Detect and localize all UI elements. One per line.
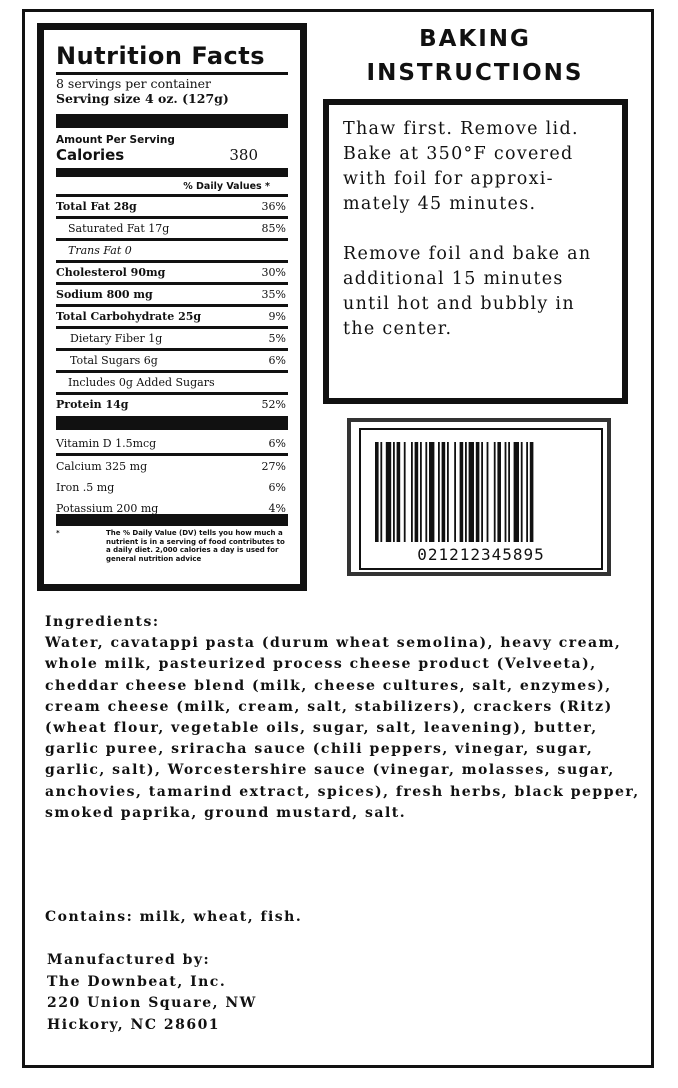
barcode-bar bbox=[438, 442, 440, 542]
manufacturer-address-1: 220 Union Square, NW bbox=[47, 995, 257, 1011]
nutrient-row: Protein 14g 52% bbox=[56, 398, 286, 411]
footnote-star: * bbox=[56, 529, 60, 537]
ingredients-block bbox=[45, 612, 645, 824]
barcode-bar bbox=[497, 442, 501, 542]
barcode-bar bbox=[415, 442, 419, 542]
serving-size: Serving size 4 oz. (127g) bbox=[56, 91, 229, 106]
divider-thick bbox=[56, 416, 288, 430]
nutrient-row: Total Sugars 6g 6% bbox=[56, 351, 288, 373]
barcode-bar bbox=[442, 442, 446, 542]
footnote-text: The % Daily Value (DV) tells you how much a nutrient is in a serving of food contributes to a daily diet. 2,000 calories a day is used for general nutrition advice bbox=[106, 529, 285, 563]
baking-title-line1: BAKING bbox=[419, 26, 531, 52]
barcode-number: 021212345895 bbox=[417, 545, 545, 564]
ingredients-heading: Ingredients: bbox=[45, 614, 160, 630]
nutrient-row: Saturated Fat 17g 85% bbox=[56, 219, 288, 241]
nutrient-row: Includes 0g Added Sugars bbox=[56, 373, 288, 395]
barcode-bar bbox=[526, 442, 528, 542]
nutrient-row: Cholesterol 90mg 30% bbox=[56, 263, 288, 285]
barcode-bar bbox=[411, 442, 413, 542]
baking-instructions-box bbox=[323, 99, 628, 404]
barcode-bar bbox=[505, 442, 507, 542]
nutrient-row: Potassium 200 mg 4% bbox=[56, 502, 286, 515]
barcode-bar bbox=[425, 442, 427, 542]
barcode-label bbox=[359, 428, 603, 570]
barcode-bar bbox=[420, 442, 422, 542]
nutrient-row: Trans Fat 0 bbox=[56, 241, 288, 263]
nutrient-row: Vitamin D 1.5mcg 6% bbox=[56, 434, 288, 456]
nutrient-row: Dietary Fiber 1g 5% bbox=[56, 329, 288, 351]
barcode-bar bbox=[521, 442, 523, 542]
barcode-bar bbox=[530, 442, 534, 542]
nutrition-title: Nutrition Facts bbox=[56, 42, 288, 75]
calories-row bbox=[56, 146, 288, 164]
barcode-bar bbox=[494, 442, 496, 542]
barcode-bar bbox=[476, 442, 480, 542]
baking-step-2: Remove foil and bake an additional 15 minutes until hot and bubbly in the center. bbox=[343, 244, 592, 339]
manufacturer-block bbox=[47, 950, 257, 1036]
barcode-bar bbox=[404, 442, 406, 542]
daily-value-header: % Daily Values * bbox=[56, 180, 288, 197]
nutrition-facts-panel bbox=[37, 23, 307, 591]
barcode-bar bbox=[397, 442, 401, 542]
ingredients-text: Water, cavatappi pasta (durum wheat semolina), heavy cream, whole milk, pasteurized process cheese product (Velveeta), cheddar cheese blend (milk, cheese cultures, salt, enzymes), cream cheese (milk, cream, salt, stabilizers), crackers (Ritz) (wheat flour, vegetable oils, sugar, salt, leavening), butter, garlic puree, sriracha sauce (chili peppers, vinegar, sugar, garlic, salt), Worcestershire sauce (vinegar, molasses, sugar, anchovies, tamarind extract, spices), fresh herbs, black pepper, smoked paprika, ground mustard, salt. bbox=[45, 635, 640, 821]
barcode-bar bbox=[454, 442, 456, 542]
manufacturer-address-2: Hickory, NC 28601 bbox=[47, 1016, 221, 1033]
barcode-bar bbox=[429, 442, 434, 542]
nutrient-row: Total Fat 28g 36% bbox=[56, 197, 288, 219]
nutrient-row: Calcium 325 mg 27% bbox=[56, 460, 286, 473]
barcode-bar bbox=[481, 442, 483, 542]
barcode-bar bbox=[393, 442, 395, 542]
manufacturer-label: Manufactured by: bbox=[47, 952, 211, 968]
barcode-bar bbox=[465, 442, 467, 542]
barcode-bars bbox=[375, 442, 587, 542]
divider-thick bbox=[56, 114, 288, 128]
barcode-frame bbox=[347, 418, 611, 576]
barcode-bar bbox=[447, 442, 449, 542]
nutrient-row: Sodium 800 mg 35% bbox=[56, 285, 288, 307]
barcode-bar bbox=[375, 442, 379, 542]
baking-title-line2: INSTRUCTIONS bbox=[366, 60, 584, 86]
barcode-bar bbox=[386, 442, 391, 542]
divider-medium bbox=[56, 168, 288, 177]
manufacturer-name: The Downbeat, Inc. bbox=[47, 973, 227, 990]
barcode-bar bbox=[514, 442, 519, 542]
amount-per-serving: Amount Per Serving bbox=[56, 134, 175, 146]
barcode-bar bbox=[469, 442, 474, 542]
servings-per-container: 8 servings per container bbox=[56, 76, 212, 91]
barcode-bar bbox=[380, 442, 382, 542]
baking-step-1: Thaw first. Remove lid. Bake at 350°F covered with foil for approxi-mately 45 minutes. bbox=[343, 119, 579, 214]
calories-value: 380 bbox=[229, 146, 258, 164]
nutrient-row: Iron .5 mg 6% bbox=[56, 481, 286, 494]
barcode-bar bbox=[487, 442, 489, 542]
barcode-bar bbox=[460, 442, 464, 542]
baking-title bbox=[330, 22, 620, 90]
footnote bbox=[56, 529, 288, 563]
calories-label: Calories bbox=[56, 146, 125, 164]
nutrient-row: Total Carbohydrate 25g 9% bbox=[56, 307, 288, 329]
barcode-bar bbox=[508, 442, 510, 542]
allergen-statement: Contains: milk, wheat, fish. bbox=[45, 909, 303, 925]
